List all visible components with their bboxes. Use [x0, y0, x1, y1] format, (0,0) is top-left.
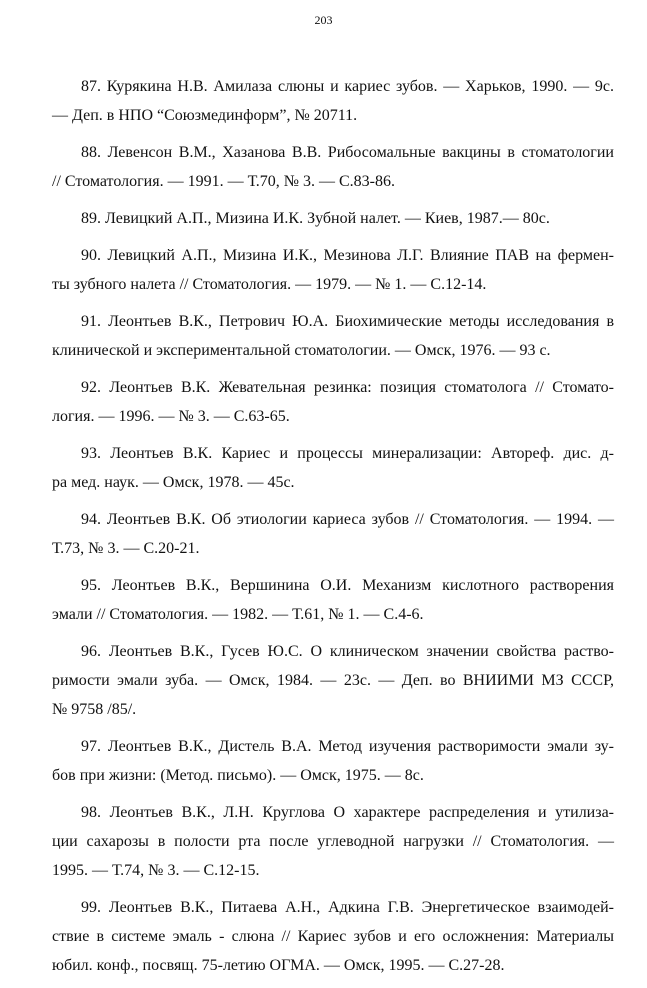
reference-first-line: 98. Леонтьев В.К., Л.Н. Круглова О характере распределения и утилиза- [81, 804, 614, 821]
reference-first-line: 89. Левицкий А.П., Мизина И.К. Зубной налет. — Киев, 1987.— 80с. [81, 210, 550, 227]
reference-entry [52, 505, 614, 563]
reference-line: № 9758 /85/. [52, 701, 137, 718]
reference-first-line: 90. Левицкий А.П., Мизина И.К., Мезинова Л.Г. Влияние ПАВ на фермен- [81, 247, 614, 264]
reference-line: — Деп. в НПО “Союзмединформ”, № 20711. [52, 107, 358, 124]
reference-entry [52, 893, 614, 980]
reference-list [52, 72, 614, 988]
reference-first-line: 99. Леонтьев В.К., Питаева А.Н., Адкина Г.В. Энергетическое взаимодей- [81, 899, 614, 916]
reference-first-line: 95. Леонтьев В.К., Вершинина О.И. Механизм кислотного растворения [81, 577, 614, 594]
reference-line: // Стоматология. — 1991. — Т.70, № 3. — С.83-86. [52, 173, 396, 190]
reference-first-line: 93. Леонтьев В.К. Кариес и процессы минерализации: Автореф. дис. д- [81, 445, 614, 462]
reference-entry [52, 307, 614, 365]
reference-entry [52, 798, 614, 885]
reference-line: клинической и экспериментальной стоматологии. — Омск, 1976. — 93 с. [52, 342, 551, 359]
page-number: 203 [314, 13, 333, 27]
reference-entry [52, 571, 614, 629]
reference-first-line: 88. Левенсон В.М., Хазанова В.В. Рибосомальные вакцины в стоматологии [81, 144, 614, 161]
reference-line: юбил. конф., посвящ. 75-летию ОГМА. — Омск, 1995. — С.27-28. [52, 957, 505, 974]
reference-line: римости эмали зуба. — Омск, 1984. — 23с. — Деп. во ВНИИМИ МЗ СССР, [52, 672, 614, 689]
reference-line: эмали // Стоматология. — 1982. — Т.61, № 1. — С.4-6. [52, 606, 424, 623]
reference-entry [52, 637, 614, 724]
reference-line: ствие в системе эмаль - слюна // Кариес зубов и его осложнения: Материалы [52, 928, 614, 945]
reference-line: ты зубного налета // Стоматология. — 1979. — № 1. — С.12-14. [52, 276, 487, 293]
reference-line: ции сахарозы в полости рта после углеводной нагрузки // Стоматология. — [52, 833, 614, 850]
reference-entry [52, 241, 614, 299]
reference-line: ра мед. наук. — Омск, 1978. — 45с. [52, 474, 295, 491]
reference-first-line: 97. Леонтьев В.К., Дистель В.А. Метод изучения растворимости эмали зу- [81, 738, 614, 755]
reference-entry [52, 373, 614, 431]
reference-entry [52, 72, 614, 130]
reference-line: логия. — 1996. — № 3. — С.63-65. [52, 408, 290, 425]
reference-entry [52, 204, 614, 233]
reference-line: Т.73, № 3. — С.20-21. [52, 540, 200, 557]
reference-entry [52, 732, 614, 790]
reference-line: бов при жизни: (Метод. письмо). — Омск, 1975. — 8с. [52, 767, 424, 784]
reference-first-line: 96. Леонтьев В.К., Гусев Ю.С. О клиническом значении свойства раство- [81, 643, 614, 660]
reference-entry [52, 439, 614, 497]
reference-first-line: 94. Леонтьев В.К. Об этиологии кариеса зубов // Стоматология. — 1994. — [81, 511, 614, 528]
reference-entry [52, 138, 614, 196]
reference-first-line: 91. Леонтьев В.К., Петрович Ю.А. Биохимические методы исследования в [81, 313, 614, 330]
reference-first-line: 92. Леонтьев В.К. Жевательная резинка: позиция стоматолога // Стомато- [81, 379, 614, 396]
reference-line: 1995. — Т.74, № 3. — С.12-15. [52, 862, 260, 879]
reference-first-line: 87. Курякина Н.В. Амилаза слюны и кариес зубов. — Харьков, 1990. — 9с. [81, 78, 614, 95]
